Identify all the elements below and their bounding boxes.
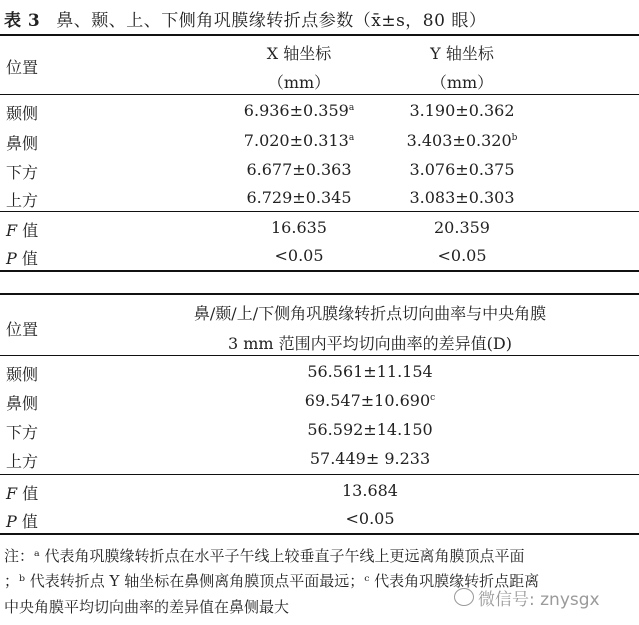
- table1-row-y: 3.076±0.375: [409, 160, 515, 179]
- table1-header-x: X 轴坐标: [266, 44, 332, 63]
- footnote-line3: 中央角膜平均切向曲率的差异值在鼻侧最大: [4, 598, 290, 616]
- table2-row-pos: 颞侧: [6, 365, 39, 384]
- table1-p-x: <0.05: [274, 246, 324, 265]
- table2-row-value: 69.547±10.690$^c$: [304, 391, 436, 410]
- table1-row-y: 3.083±0.303: [409, 188, 515, 207]
- table2-p-value: <0.05: [345, 509, 395, 528]
- table1-top-rule: [0, 34, 639, 36]
- table1-row-pos: 颞侧: [6, 104, 39, 123]
- table2-header-line1: 鼻/颞/上/下侧角巩膜缘转折点切向曲率与中央角膜: [193, 304, 547, 323]
- table2-row-value: 56.561±11.154: [307, 362, 433, 381]
- footnote-line1: 注：ᵃ 代表角巩膜缘转折点在水平子午线上较垂直子午线上更远离角膜顶点平面: [4, 547, 525, 565]
- table1-f-y: 20.359: [434, 218, 490, 237]
- table1-stats-rule: [0, 211, 639, 212]
- table1-header-y: Y 轴坐标: [430, 44, 494, 63]
- footnote-line2: ；ᵇ 代表转折点 Y 轴坐标在鼻侧离角膜顶点平面最远；ᶜ 代表角巩膜缘转折点距离: [4, 572, 540, 590]
- table1-header-y-unit: （mm）: [430, 73, 494, 92]
- table2-f-label: F 值: [6, 484, 39, 503]
- wechat-icon: [454, 588, 474, 606]
- table2-p-label: P 值: [6, 512, 38, 531]
- table1-row-x: 6.729±0.345: [246, 188, 352, 207]
- table1-p-y: <0.05: [437, 246, 487, 265]
- table2-row-pos: 鼻侧: [6, 394, 39, 413]
- table1-row-x: 7.020±0.313$^a$: [243, 131, 355, 150]
- table1-p-label: P 值: [6, 249, 38, 268]
- table-title-label: 表 3: [4, 11, 41, 31]
- table-title-text: 鼻、颞、上、下侧角巩膜缘转折点参数（x̄±s，80 眼）: [56, 11, 487, 31]
- table2-row-pos: 上方: [6, 452, 39, 471]
- table1-row-x: 6.936±0.359$^a$: [243, 101, 355, 120]
- table2-f-value: 13.684: [342, 481, 398, 500]
- table1-bottom-rule: [0, 270, 639, 272]
- table2-top-rule: [0, 293, 639, 295]
- table2-row-pos: 下方: [6, 423, 39, 442]
- table2-bottom-rule: [0, 533, 639, 535]
- table1-row-pos: 下方: [6, 163, 39, 182]
- table2-header-rule: [0, 355, 639, 356]
- table1-header-rule: [0, 94, 639, 95]
- table1-row-pos: 上方: [6, 191, 39, 210]
- table2-header-position: 位置: [6, 320, 39, 339]
- table2-row-value: 56.592±14.150: [307, 420, 433, 439]
- watermark: 微信号: znysgx: [478, 590, 600, 610]
- table1-row-x: 6.677±0.363: [246, 160, 352, 179]
- table1-header-x-unit: （mm）: [267, 73, 331, 92]
- table1-row-y: 3.403±0.320$^b$: [406, 131, 518, 150]
- table2-row-value: 57.449± 9.233: [309, 449, 431, 468]
- table1-f-x: 16.635: [271, 218, 327, 237]
- table1-f-label: F 值: [6, 221, 39, 240]
- table1-header-position: 位置: [6, 58, 39, 77]
- table2-stats-rule: [0, 474, 639, 475]
- table2-header-line2: 3 mm 范围内平均切向曲率的差异值(D): [227, 334, 512, 353]
- table1-row-y: 3.190±0.362: [409, 101, 515, 120]
- table1-row-pos: 鼻侧: [6, 134, 39, 153]
- table-title: [4, 6, 486, 31]
